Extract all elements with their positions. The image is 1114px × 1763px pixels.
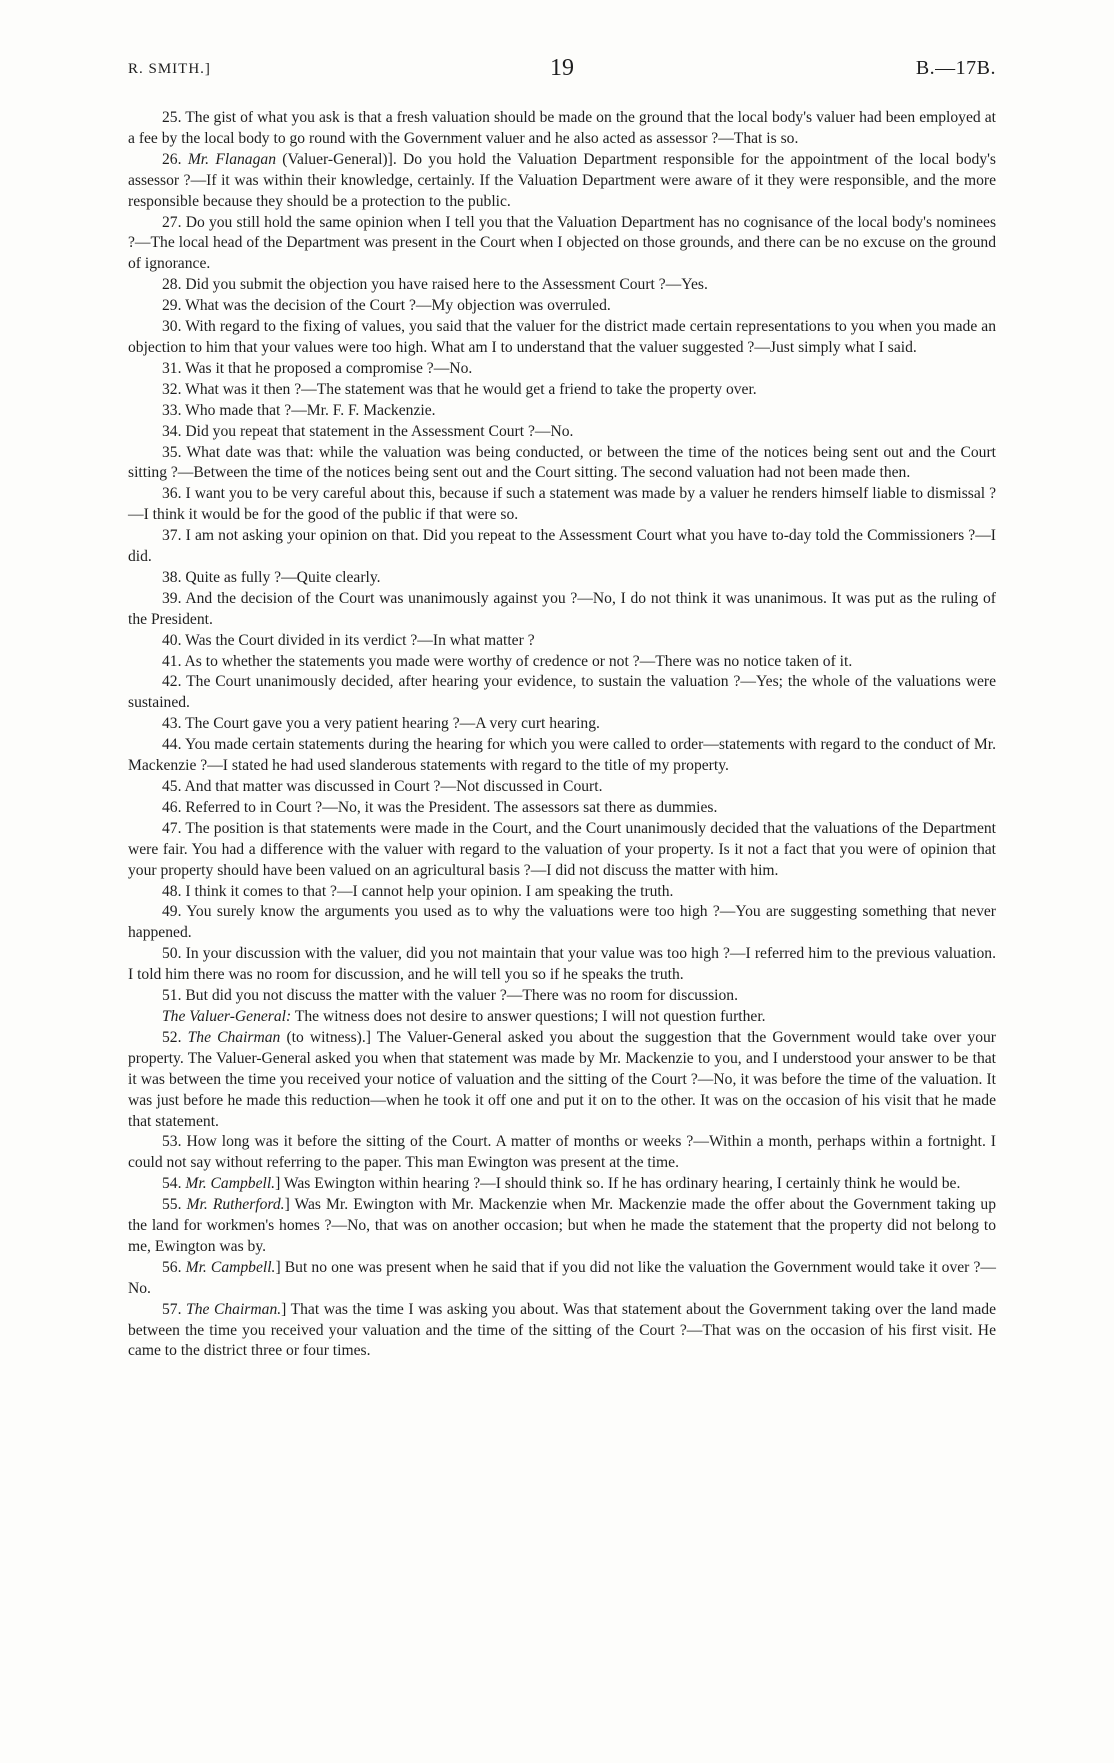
question-answer-paragraph bbox=[128, 735, 996, 777]
question-answer-paragraph bbox=[128, 777, 996, 798]
question-answer-paragraph bbox=[128, 1007, 996, 1028]
question-number: 39. bbox=[162, 589, 186, 607]
question-answer-paragraph bbox=[128, 296, 996, 317]
evidence-body bbox=[128, 108, 996, 1362]
paragraph-text: The gist of what you ask is that a fresh valuation should be made on the ground that the local body's valuer had been employed at a fee by the local body to go round with the Government valuer and he also acted as assessor ?—That is so. bbox=[128, 109, 996, 147]
paragraph-text: I am not asking your opinion on that. Did you repeat to the Assessment Court what you have to-day told the Commissioners ?—I did. bbox=[128, 527, 996, 566]
question-number: 33. bbox=[162, 401, 186, 419]
paragraph-text: What was it then ?—The statement was that he would get a friend to take the property over. bbox=[185, 380, 757, 398]
question-answer-paragraph bbox=[128, 275, 996, 296]
question-number: 43. bbox=[162, 715, 186, 733]
question-answer-paragraph bbox=[128, 526, 996, 568]
question-number: 55. bbox=[162, 1196, 187, 1214]
speaker-name: The Chairman. bbox=[186, 1300, 282, 1318]
speaker-name: The Chairman bbox=[187, 1028, 281, 1046]
paragraph-text: Referred to in Court ?—No, it was the President. The assessors sat there as dummies. bbox=[185, 798, 718, 816]
question-number: 45. bbox=[162, 778, 185, 795]
question-answer-paragraph bbox=[128, 1174, 996, 1195]
question-answer-paragraph bbox=[128, 1300, 996, 1363]
paragraph-text: Do you still hold the same opinion when I tell you that the Valuation Department has no cognisance of the local body's nominees ?—The local head of the Department was present in the Court when I objected on those grounds, and there can be no excuse on the ground of ignorance. bbox=[128, 213, 997, 273]
paragraph-text: Was Ewington within hearing ?—I should think so. If he has ordinary hearing, I certainly think he would be. bbox=[283, 1175, 961, 1193]
question-number: 57. bbox=[162, 1300, 187, 1318]
paragraph-text: The witness does not desire to answer questions; I will not question further. bbox=[294, 1007, 766, 1025]
paragraph-text: But did you not discuss the matter with the valuer ?—There was no room for discussion. bbox=[185, 987, 739, 1005]
question-answer-paragraph bbox=[128, 317, 996, 359]
question-number: 54. bbox=[162, 1175, 186, 1193]
question-number: 49. bbox=[162, 903, 187, 921]
question-answer-paragraph bbox=[128, 568, 996, 589]
speaker-name: Mr. Rutherford. bbox=[186, 1196, 285, 1214]
question-answer-paragraph bbox=[128, 986, 996, 1007]
paragraph-text: And the decision of the Court was unanimously against you ?—No, I do not think it was unanimous. It was put as the ruling of the President. bbox=[128, 589, 997, 628]
question-number: 26. bbox=[162, 150, 188, 168]
witness-name-header: R. SMITH.] bbox=[128, 61, 211, 77]
question-number: 30. bbox=[162, 318, 186, 336]
question-number: 51. bbox=[162, 987, 186, 1005]
question-number: 32. bbox=[162, 380, 186, 398]
speaker-name: Mr. Campbell. bbox=[185, 1258, 276, 1276]
question-answer-paragraph bbox=[128, 484, 996, 526]
speaker-suffix: ] bbox=[275, 1175, 281, 1193]
paragraph-text: As to whether the statements you made were worthy of credence or not ?—There was no notice taken of it. bbox=[184, 652, 853, 670]
question-answer-paragraph bbox=[128, 108, 996, 150]
question-number: 37. bbox=[162, 527, 186, 545]
question-answer-paragraph bbox=[128, 443, 996, 485]
paragraph-text: Who made that ?—Mr. F. F. Mackenzie. bbox=[185, 401, 436, 419]
question-number: 52. bbox=[162, 1028, 188, 1046]
paragraph-text: I want you to be very careful about this, because if such a statement was made by a valuer he renders himself liable to dismissal ?—I think it would be for the good of the public if that were so. bbox=[128, 485, 997, 524]
question-answer-paragraph bbox=[128, 422, 996, 443]
question-number: 40. bbox=[162, 631, 186, 649]
speaker-suffix: ] bbox=[284, 1196, 290, 1214]
speaker-suffix: (Valuer-General)]. bbox=[276, 150, 397, 168]
question-number: 48. bbox=[162, 882, 186, 900]
question-answer-paragraph bbox=[128, 798, 996, 819]
paragraph-text: What date was that: while the valuation was being conducted, or between the time of the notices being sent out and the Court sitting ?—Between the time of the notices being sent out and the Court sitting. The second valuation had not been made then. bbox=[128, 443, 996, 482]
paragraph-text: Was Mr. Ewington with Mr. Mackenzie when Mr. Mackenzie made the offer about the Government taking up the land for workmen's homes ?—No, that was on another occasion; but when he made the statement that the property did not belong to me, Ewington was by. bbox=[128, 1196, 996, 1255]
question-answer-paragraph bbox=[128, 1195, 996, 1258]
question-number: 31. bbox=[162, 359, 186, 377]
paragraph-text: Quite as fully ?—Quite clearly. bbox=[185, 568, 381, 586]
paragraph-text: The Valuer-General asked you about the suggestion that the Government would take over your property. The Valuer-General asked you when that statement was made by Mr. Mackenzie to you, and I understood your answer to be that it was between the time you received your notice of valuation and the sitting of the Court ?—No, it was before the time of the valuation. It was just before he made this reduction—when he took it off one and put it on to the other. It was on the occasion of his visit that he made that statement. bbox=[128, 1028, 996, 1130]
question-answer-paragraph bbox=[128, 380, 996, 401]
question-answer-paragraph bbox=[128, 213, 996, 276]
paragraph-text: In your discussion with the valuer, did you not maintain that your value was too high ?—I referred him to the previous valuation. I told him there was no room for discussion, and he will tell you so if he speaks the truth. bbox=[128, 945, 997, 984]
question-answer-paragraph bbox=[128, 672, 996, 714]
question-number: 34. bbox=[162, 422, 186, 440]
question-number: 25. bbox=[162, 109, 186, 126]
question-answer-paragraph bbox=[128, 589, 996, 631]
question-number: 50. bbox=[162, 945, 186, 963]
paragraph-text: You surely know the arguments you used as to why the valuations were too high ?—You are suggesting something that never happened. bbox=[128, 903, 996, 942]
paragraph-text: How long was it before the sitting of the Court. A matter of months or weeks ?—Within a month, perhaps within a fortnight. I could not say without referring to the paper. This man Ewington was present at the time. bbox=[128, 1133, 996, 1172]
speaker-name: Mr. Flanagan bbox=[187, 150, 276, 168]
question-answer-paragraph bbox=[128, 882, 996, 903]
question-answer-paragraph bbox=[128, 902, 996, 944]
question-number: 56. bbox=[162, 1258, 186, 1276]
paragraph-text: I think it comes to that ?—I cannot help your opinion. I am speaking the truth. bbox=[185, 882, 674, 900]
document-reference: B.—17B. bbox=[915, 57, 996, 79]
paragraph-text: That was the time I was asking you about. Was that statement about the Government taking over the land made between the time you received your valuation and the time of the sitting of the Court ?—That was on the occasion of his first visit. He came to the district three or four times. bbox=[128, 1300, 996, 1360]
speaker-suffix: (to witness).] bbox=[280, 1028, 371, 1046]
question-answer-paragraph bbox=[128, 1132, 996, 1174]
question-answer-paragraph bbox=[128, 652, 996, 673]
paragraph-text: The position is that statements were made in the Court, and the Court unanimously decided that the valuations of the Department were fair. You had a difference with the valuer with regard to the valuation of your property. Is it not a fact that you were of opinion that your property should have been valued on an agricultural basis ?—I did not discuss the matter with him. bbox=[128, 819, 996, 879]
question-answer-paragraph bbox=[128, 944, 996, 986]
question-answer-paragraph bbox=[128, 1028, 996, 1133]
question-answer-paragraph bbox=[128, 359, 996, 380]
question-answer-paragraph bbox=[128, 714, 996, 735]
question-number: 53. bbox=[162, 1133, 187, 1151]
question-number: 44. bbox=[162, 736, 185, 754]
question-answer-paragraph bbox=[128, 819, 996, 882]
question-number: 47. bbox=[162, 819, 186, 837]
question-answer-paragraph bbox=[128, 1258, 996, 1300]
page-number: 19 bbox=[550, 55, 574, 81]
paragraph-text: The Court gave you a very patient hearing ?—A very curt hearing. bbox=[185, 715, 600, 733]
question-number: 46. bbox=[162, 798, 186, 816]
question-answer-paragraph bbox=[128, 150, 996, 213]
paragraph-text: You made certain statements during the hearing for which you were called to order—statements with regard to the conduct of Mr. Mackenzie ?—I stated he had used slanderous statements with regard to the title of my property. bbox=[128, 736, 996, 775]
question-number: 27. bbox=[162, 213, 186, 231]
speaker-suffix: ] bbox=[275, 1258, 281, 1276]
question-number: 42. bbox=[162, 673, 187, 691]
paragraph-text: What was the decision of the Court ?—My objection was overruled. bbox=[185, 297, 611, 315]
question-number: 38. bbox=[162, 568, 186, 586]
paragraph-text: Was it that he proposed a compromise ?—No. bbox=[185, 359, 473, 377]
speaker-name: The Valuer-General: bbox=[162, 1007, 292, 1025]
paragraph-text: But no one was present when he said that if you did not like the valuation the Government would take it over ?—No. bbox=[128, 1258, 996, 1297]
page-header bbox=[128, 55, 996, 85]
question-number: 35. bbox=[162, 443, 187, 461]
paragraph-text: With regard to the fixing of values, you said that the valuer for the district made certain representations to you when you made an objection to him that your values were too high. What am I to understand that the valuer suggested ?—Just simply what I said. bbox=[128, 318, 996, 356]
paragraph-text: The Court unanimously decided, after hearing your evidence, to sustain the valuation ?—Yes; the whole of the valuations were sustained. bbox=[128, 673, 997, 712]
paragraph-text: Was the Court divided in its verdict ?—In what matter ? bbox=[185, 631, 535, 649]
question-answer-paragraph bbox=[128, 631, 996, 652]
question-number: 28. bbox=[162, 276, 186, 294]
question-number: 36. bbox=[162, 485, 186, 503]
paragraph-text: Do you hold the Valuation Department responsible for the appointment of the local body's assessor ?—If it was within their knowledge, certainly. If the Valuation Department were aware of it they were responsible, and the more responsible because they should be a protection to the public. bbox=[128, 150, 996, 210]
question-number: 41. bbox=[162, 652, 185, 670]
paragraph-text: Did you repeat that statement in the Assessment Court ?—No. bbox=[185, 422, 574, 440]
paragraph-text: And that matter was discussed in Court ?—Not discussed in Court. bbox=[184, 778, 603, 795]
question-number: 29. bbox=[162, 297, 186, 315]
paragraph-text: Did you submit the objection you have raised here to the Assessment Court ?—Yes. bbox=[185, 276, 708, 294]
speaker-name: Mr. Campbell. bbox=[185, 1175, 276, 1193]
question-answer-paragraph bbox=[128, 401, 996, 422]
speaker-suffix: ] bbox=[281, 1300, 287, 1318]
